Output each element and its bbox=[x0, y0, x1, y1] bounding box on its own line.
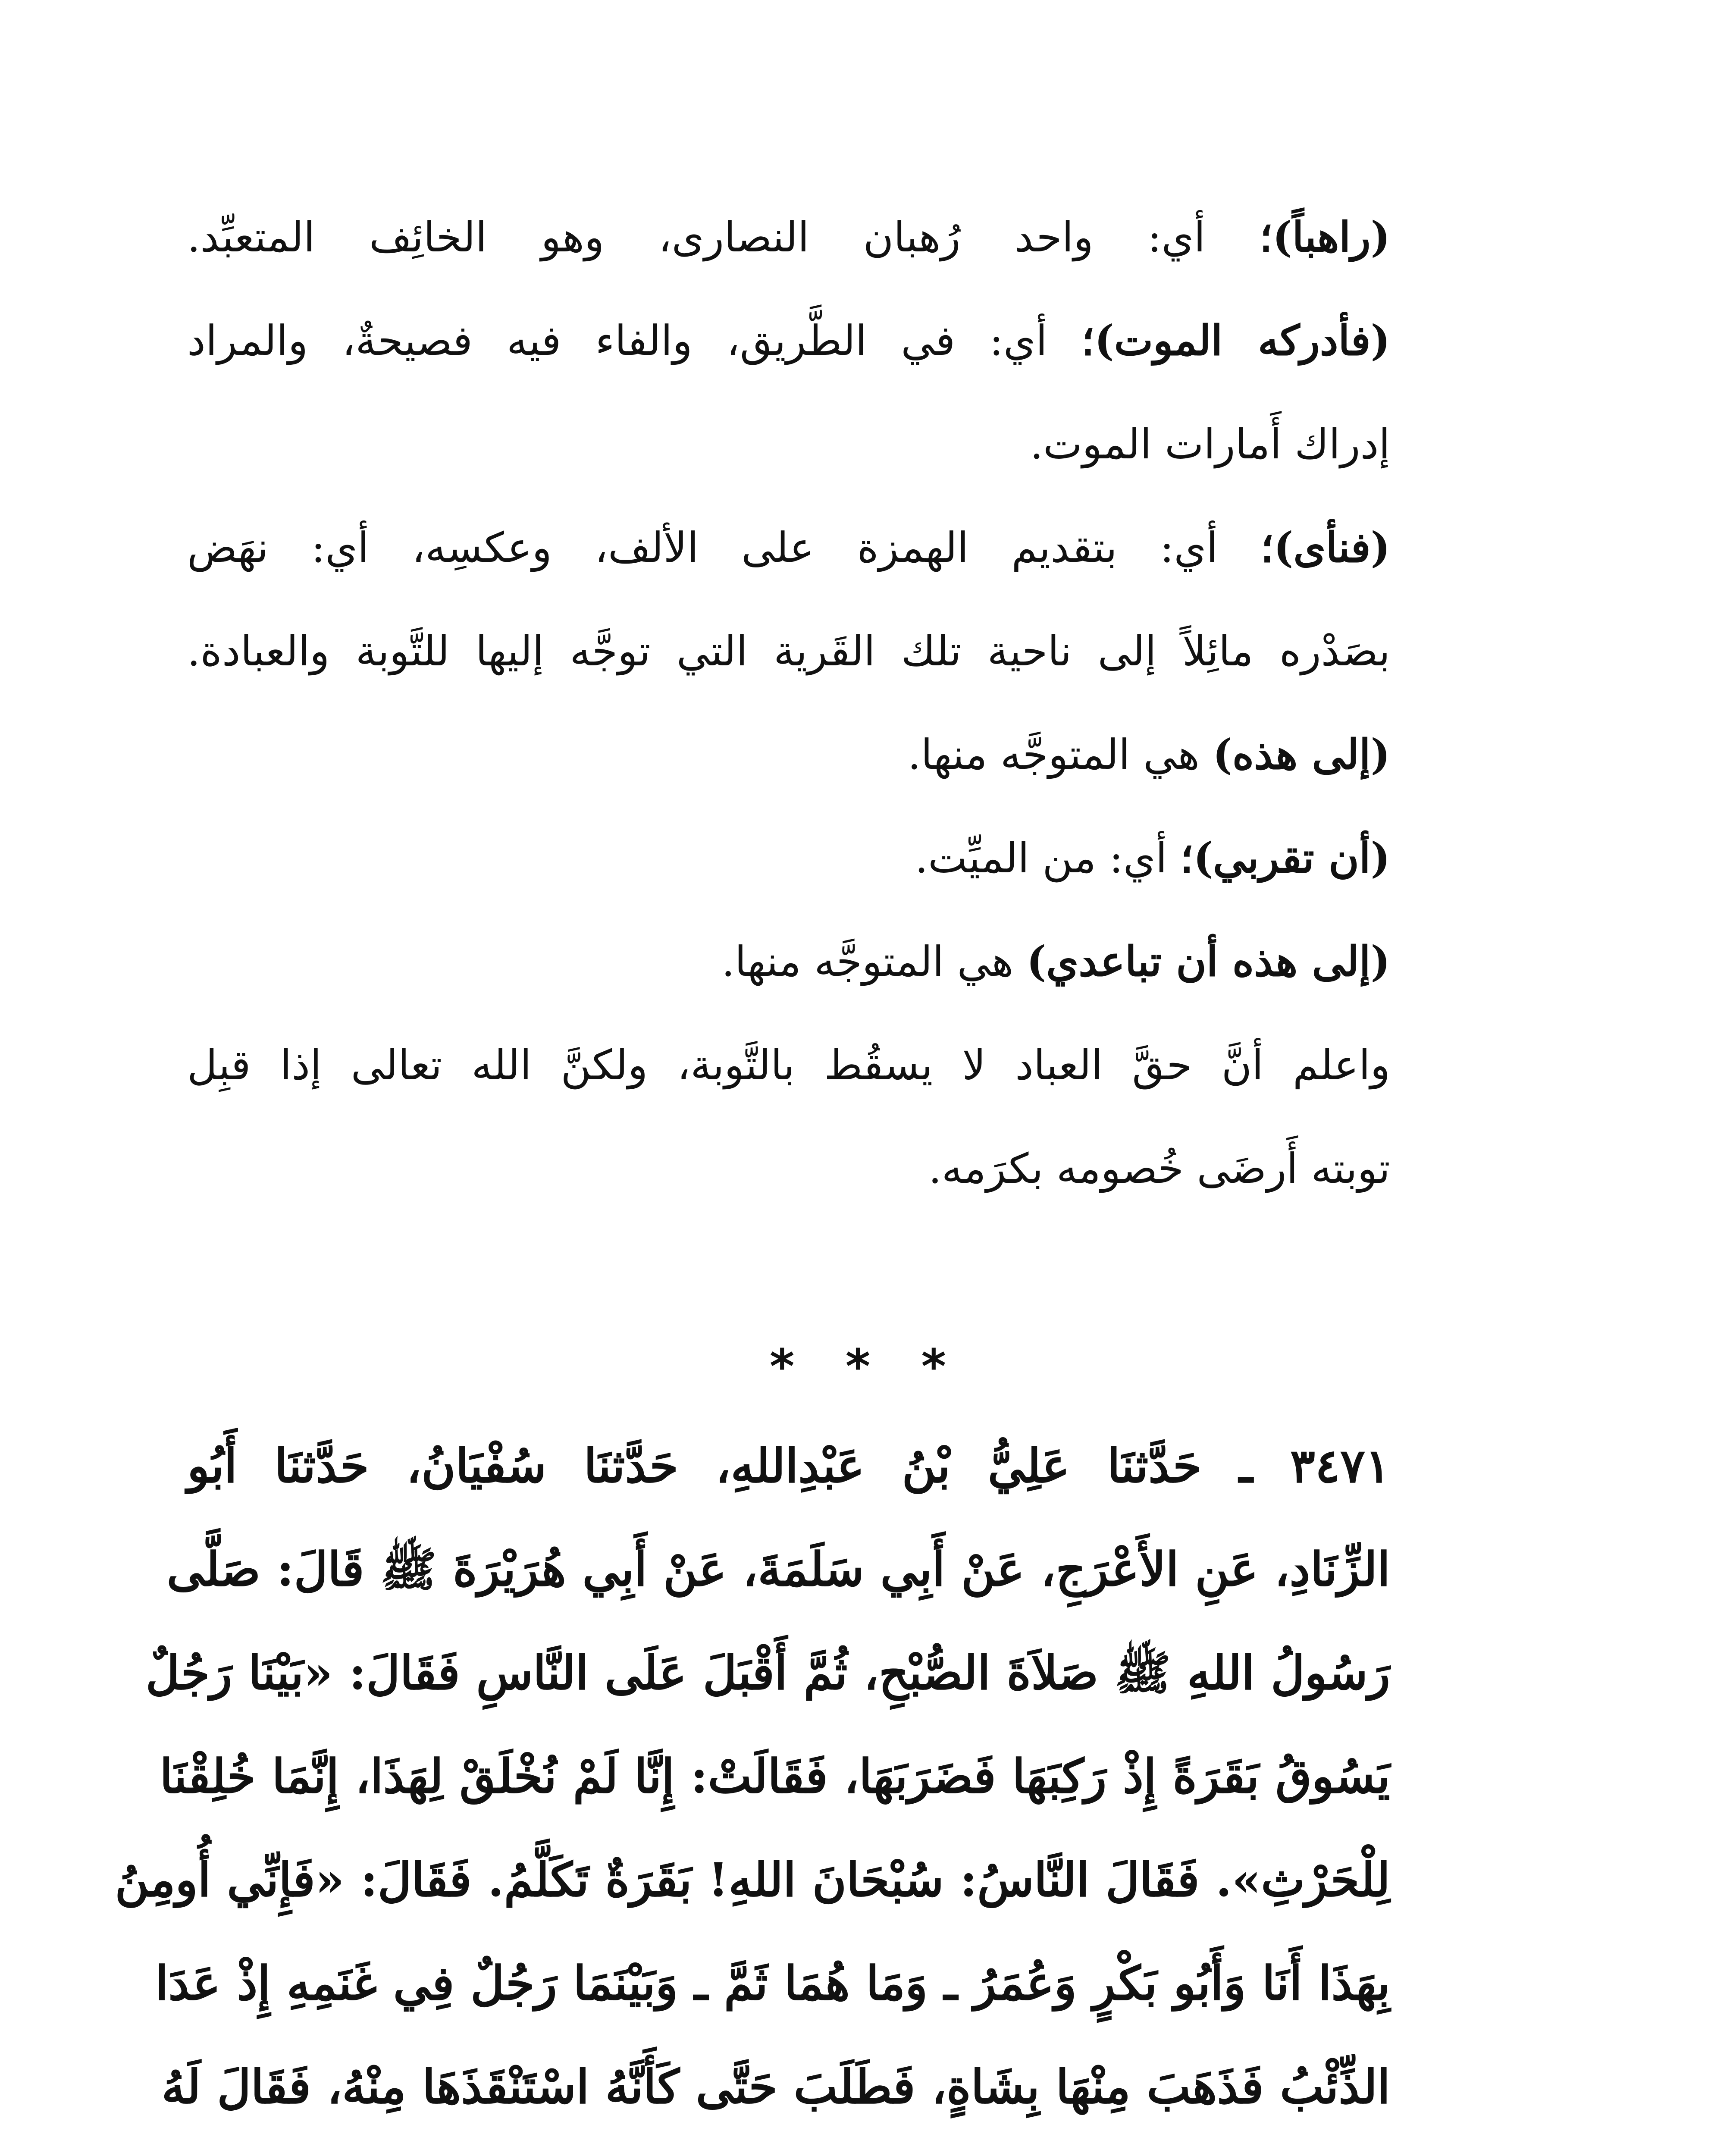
hadith-line-4: يَسُوقُ بَقَرَةً إِذْ رَكِبَهَا فَضَرَبَهَا، فَقَالَتْ: إِنَّا لَمْ نُخْلَقْ لِهَذَا، إِنَّمَا خُلِقْنَا bbox=[160, 1749, 1390, 1804]
hadith-line-8 bbox=[187, 2139, 1390, 2156]
commentary-text: واعلم أنَّ حقَّ العباد لا يسقُط بالتَّوبة، ولكنَّ الله تعالى إذا قبِل bbox=[187, 1041, 1390, 1089]
commentary-text: إدراك أَمارات الموت. bbox=[1030, 420, 1390, 468]
commentary-section bbox=[187, 185, 1390, 1220]
commentary-term: (إلى هذه) bbox=[1213, 730, 1390, 779]
section-separator: * * * bbox=[769, 1339, 964, 1394]
commentary-text: أي: واحد رُهبان النصارى، وهو الخائِف المتعبِّد. bbox=[187, 213, 1260, 261]
commentary-line-5 bbox=[187, 599, 1390, 703]
hadith-line-5: لِلْحَرْثِ». فَقَالَ النَّاسُ: سُبْحَانَ اللهِ! بَقَرَةٌ تَكَلَّمُ. فَقَالَ: «فَإِنِّي أُومِنُ bbox=[115, 1853, 1390, 1907]
commentary-line-10 bbox=[187, 1117, 1390, 1220]
commentary-line-2 bbox=[187, 289, 1390, 392]
commentary-line-6 bbox=[187, 703, 1390, 806]
commentary-text: هي المتوجَّه منها. bbox=[721, 937, 1027, 986]
commentary-line-8 bbox=[187, 910, 1390, 1013]
commentary-text: أي: في الطَّريق، والفاء فيه فصيحةٌ، والمراد bbox=[187, 317, 1081, 365]
hadith-line-1: ٣٤٧١ ـ حَدَّثنَا عَلِيُّ بْنُ عَبْدِاللهِ، حَدَّثنَا سُفْيَانُ، حَدَّثنَا أَبُو bbox=[187, 1439, 1390, 1493]
hadith-section bbox=[115, 1414, 1390, 2156]
commentary-text: هي المتوجَّه منها. bbox=[908, 730, 1213, 779]
commentary-text: أي: من الميِّت. bbox=[915, 834, 1181, 882]
commentary-term: (فنأى)؛ bbox=[1260, 523, 1390, 572]
commentary-text: أي: بتقديم الهمزة على الألف، وعكسِه، أي: نهَض bbox=[187, 523, 1261, 572]
commentary-term: (فأدركه الموت)؛ bbox=[1081, 316, 1391, 365]
hadith-line-7: الذِّئْبُ فَذَهَبَ مِنْهَا بِشَاةٍ، فَطَلَبَ حَتَّى كَأَنَّهُ اسْتَنْقَذَهَا مِنْهُ، فَقَالَ لَهُ bbox=[161, 2060, 1390, 2114]
commentary-line-9 bbox=[187, 1013, 1390, 1117]
commentary-term: (إلى هذه أن تباعدي) bbox=[1026, 937, 1390, 986]
hadith-line-3: رَسُولُ اللهِ ﷺ صَلاَةَ الصُّبْحِ، ثُمَّ أَقْبَلَ عَلَى النَّاسِ فَقَالَ: «بَيْنَا رَجُلٌ bbox=[145, 1646, 1390, 1700]
commentary-text: بصَدْره مائِلاً إلى ناحية تلك القَرية التي توجَّه إليها للتَّوبة والعبادة. bbox=[187, 627, 1391, 675]
commentary-line-1 bbox=[187, 185, 1390, 289]
hadith-line-6: بِهَذَا أَنَا وَأَبُو بَكْرٍ وَعُمَرُ ـ وَمَا هُمَا ثَمَّ ـ وَبَيْنَمَا رَجُلٌ فِي غَنَمِهِ إِذْ عَدَا bbox=[155, 1956, 1390, 2011]
hadith-line-2: الزِّنَادِ، عَنِ الأَعْرَجِ، عَنْ أَبِي سَلَمَةَ، عَنْ أَبِي هُرَيْرَةَ ﷺ قَالَ: صَلَّى bbox=[166, 1542, 1390, 1597]
commentary-line-3 bbox=[187, 392, 1390, 496]
commentary-line-7 bbox=[187, 806, 1390, 910]
commentary-term: (راهباً)؛ bbox=[1259, 213, 1390, 261]
commentary-line-4 bbox=[187, 496, 1390, 599]
commentary-text: توبته أَرضَى خُصومه بكرَمه. bbox=[928, 1144, 1390, 1193]
commentary-term: (أن تقربي)؛ bbox=[1180, 834, 1390, 882]
